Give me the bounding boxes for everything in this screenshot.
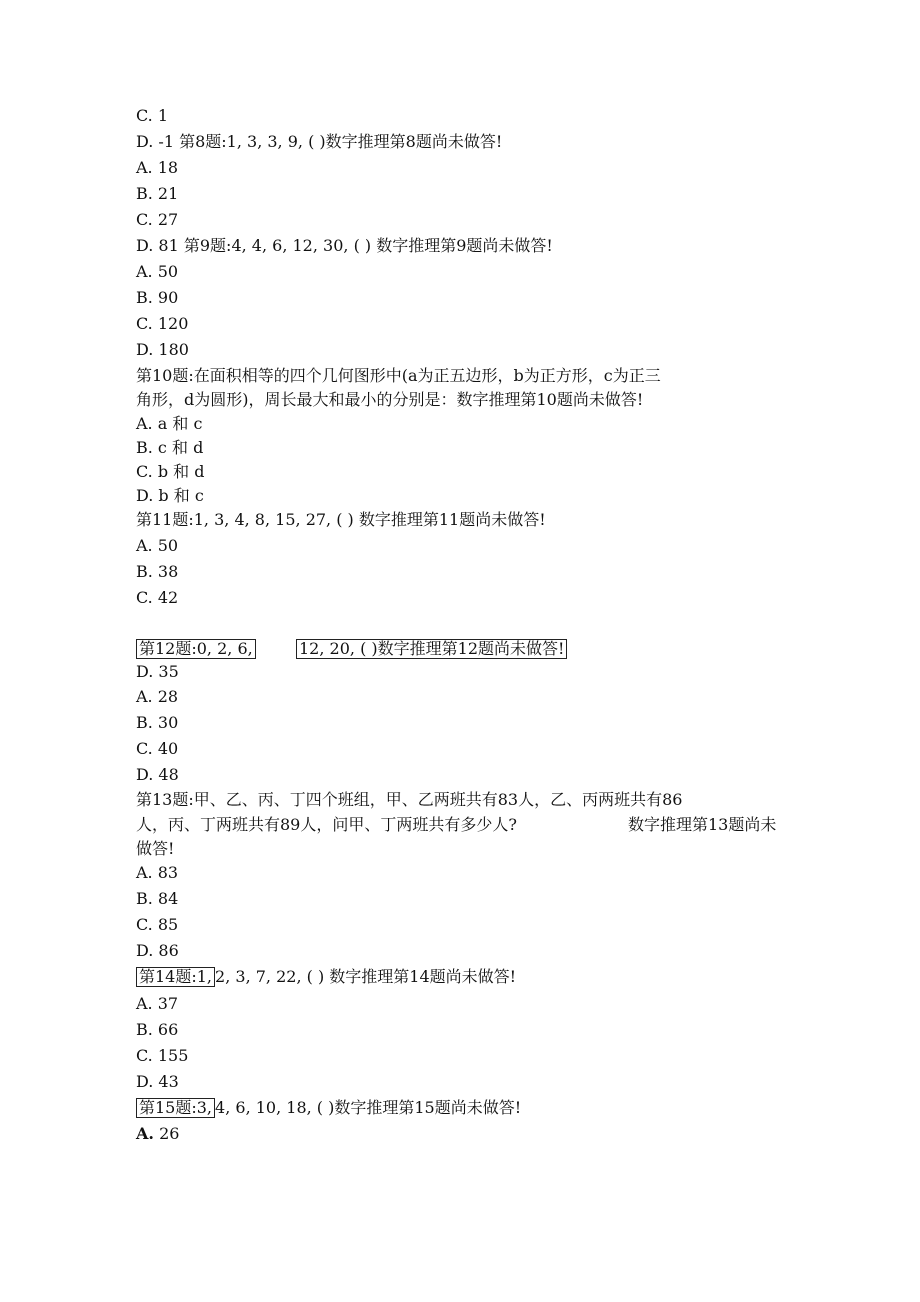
- option-c-q8: C. 27: [136, 210, 179, 229]
- option-a-q8: A. 18: [136, 158, 179, 177]
- option-a-q15-letter: A.: [136, 1124, 154, 1143]
- option-d-q12: D. 35: [136, 662, 179, 681]
- option-c-q12: C. 40: [136, 739, 179, 758]
- option-c-q7: C. 1: [136, 106, 169, 125]
- question-13-line3: 做答!: [136, 839, 175, 858]
- option-a-q12: A. 28: [136, 687, 179, 706]
- option-a-q10: A. a 和 c: [136, 414, 203, 433]
- question-13-line2: 人，丙、丁两班共有89人，问甲、丁两班共有多少人?: [136, 815, 517, 834]
- question-14-rest: 2, 3, 7, 22, ( ) 数字推理第14题尚未做答!: [215, 967, 517, 986]
- question-11: 第11题:1, 3, 4, 8, 15, 27, ( ) 数字推理第11题尚未做答!: [136, 510, 546, 529]
- option-b-q9: B. 90: [136, 288, 179, 307]
- option-b-q14: B. 66: [136, 1020, 179, 1039]
- question-12-part1: 第12题:0, 2, 6,: [136, 639, 256, 659]
- question-15: [136, 1098, 521, 1118]
- option-d-q10: D. b 和 c: [136, 486, 204, 505]
- option-d-q9: D. 180: [136, 340, 189, 359]
- option-a-q15-value: 26: [159, 1124, 180, 1143]
- option-d-q13: D. 86: [136, 941, 179, 960]
- question-12-boxed-start: [136, 639, 256, 659]
- option-a-q9: A. 50: [136, 262, 179, 281]
- option-c-q13: C. 85: [136, 915, 179, 934]
- question-14: [136, 967, 516, 987]
- option-a-q15: [136, 1124, 179, 1144]
- option-b-q12: B. 30: [136, 713, 179, 732]
- option-c-q10: C. b 和 d: [136, 462, 205, 481]
- question-12-boxed-end: [296, 639, 567, 659]
- option-a-q14: A. 37: [136, 994, 179, 1013]
- option-c-q11: C. 42: [136, 588, 179, 607]
- question-15-rest: 4, 6, 10, 18, ( )数字推理第15题尚未做答!: [215, 1098, 522, 1117]
- question-10-line2: 角形，d为圆形)，周长最大和最小的分别是：数字推理第10题尚未做答!: [136, 390, 644, 409]
- option-c-q9: C. 120: [136, 314, 189, 333]
- option-b-q13: B. 84: [136, 889, 179, 908]
- option-a-q11: A. 50: [136, 536, 179, 555]
- option-b-q10: B. c 和 d: [136, 438, 204, 457]
- option-d-q14: D. 43: [136, 1072, 179, 1091]
- question-13-line1: 第13题:甲、乙、丙、丁四个班组，甲、乙两班共有83人，乙、丙两班共有86: [136, 790, 683, 809]
- question-13-status-tail: 数字推理第13题尚未: [628, 815, 777, 834]
- option-a-q13: A. 83: [136, 863, 179, 882]
- question-12-part2: 12, 20, ( )数字推理第12题尚未做答!: [296, 639, 567, 659]
- option-b-q11: B. 38: [136, 562, 179, 581]
- question-15-boxed: 第15题:3,: [136, 1098, 215, 1118]
- option-c-q14: C. 155: [136, 1046, 189, 1065]
- question-10-line1: 第10题:在面积相等的四个几何图形中(a为正五边形，b为正方形，c为正三: [136, 366, 661, 385]
- question-9: D. 81 第9题:4, 4, 6, 12, 30, ( ) 数字推理第9题尚未做答!: [136, 236, 553, 255]
- question-14-boxed: 第14题:1,: [136, 967, 215, 987]
- option-d2-q12: D. 48: [136, 765, 179, 784]
- question-8: D. -1 第8题:1, 3, 3, 9, ( )数字推理第8题尚未做答!: [136, 132, 503, 151]
- option-b-q8: B. 21: [136, 184, 179, 203]
